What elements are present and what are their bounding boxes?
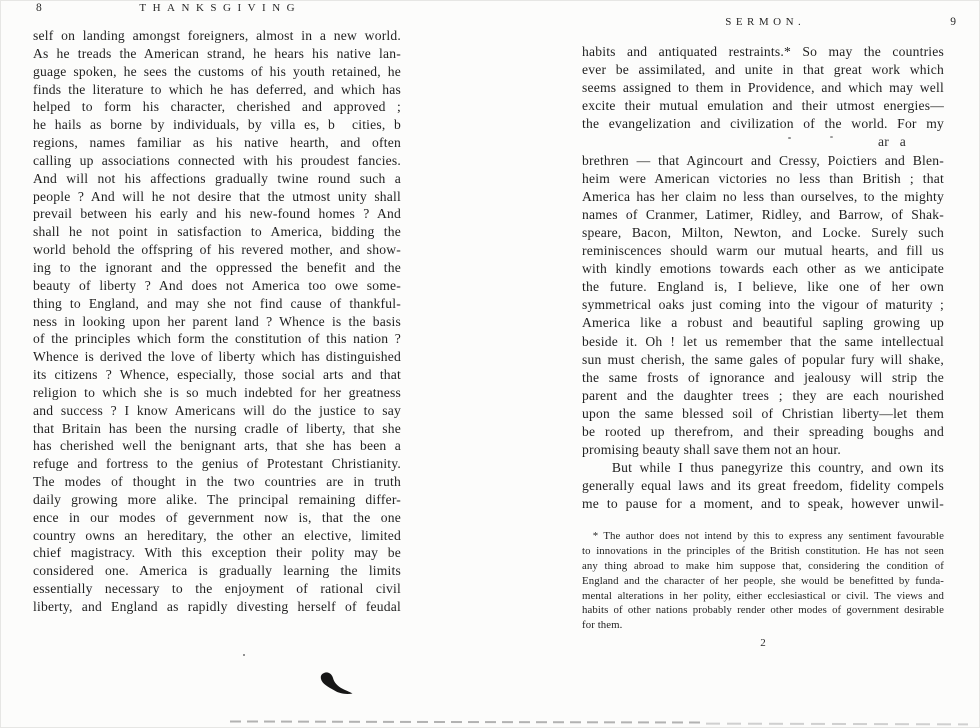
- text-line: mental alterations in her polity, either ecclesiastical or civil. The views and: [582, 589, 944, 602]
- text-line: the evangelization and civilization of the world. For my: [582, 116, 944, 132]
- text-line: ar a: [878, 134, 906, 150]
- text-line: world behold the offspring of his revered mother, and show-: [33, 242, 401, 258]
- left-page-body: [33, 27, 401, 616]
- text-line: guage spoken, he sees the customs of his youth retained, he: [33, 63, 401, 79]
- left-page-number: 8: [36, 2, 42, 14]
- footnote: [582, 529, 944, 633]
- text-line: calling up associations connected with his proudest fancies.: [33, 152, 401, 168]
- text-line: be rooted up therefrom, and their spreading boughs and: [582, 423, 944, 439]
- text-line: ence in our modes of gevernment now is, that the one: [33, 509, 401, 525]
- text-line: he hails as borne by individuals, by villa es, b cities, b: [33, 117, 401, 133]
- text-line: the future. England is, I believe, like one of her own: [582, 279, 944, 295]
- scan-edge-artifact: [230, 721, 704, 724]
- text-line: America has her claim no less than ourselves, to the mighty: [582, 188, 944, 204]
- text-line: speare, Bacon, Milton, Newton, and Locke. Surely such: [582, 224, 944, 240]
- text-line: names of Cranmer, Latimer, Ridley, and Barrow, of Shak-: [582, 206, 944, 222]
- text-line: helped to form his character, cherished and approved ;: [33, 99, 401, 115]
- text-line: beauty of liberty ? And does not America too owe some-: [33, 277, 401, 293]
- text-line: As he treads the American strand, he hears his native lan-: [33, 45, 401, 61]
- text-line: generally equal laws and its great freedom, fidelity compels: [582, 478, 944, 494]
- scan-speck: [243, 654, 245, 656]
- text-line: ever be assimilated, and unite in that great work which: [582, 62, 944, 78]
- text-line: * The author does not intend by this to express any sentiment favourable: [582, 530, 944, 543]
- text-line: essentially necessary to the enjoyment of rational civil: [33, 581, 401, 597]
- scan-edge-artifact: [706, 723, 968, 726]
- text-line: self on landing amongst foreigners, almost in a new world.: [33, 28, 401, 43]
- right-running-head: SERMON.: [725, 16, 806, 28]
- text-line: has cherished well the benignant arts, that she has been a: [33, 438, 401, 454]
- text-line: refuge and fortress to the genius of Protestant Christianity.: [33, 456, 401, 472]
- text-line: ing to the ignorant and the oppressed the benefit and the: [33, 259, 401, 275]
- text-line: upon the same blessed soil of Christian liberty—let them: [582, 405, 944, 421]
- text-line: Whence is derived the love of liberty which has distinguished: [33, 349, 401, 365]
- signature-mark: 2: [760, 637, 766, 650]
- right-page-header: [582, 16, 956, 29]
- scan-speck: [788, 137, 791, 139]
- text-line: thing to England, and may she not find cause of thankful-: [33, 295, 401, 311]
- text-line: to innovations in the principles of the British constitution. He has not seen: [582, 545, 944, 558]
- scan-speck: [830, 136, 833, 138]
- text-line: the same frosts of ignorance and jealousy will strip the: [582, 369, 944, 385]
- text-line: And will not his affections gradually twine round such a: [33, 170, 401, 186]
- text-line: prevail between his early and his new-found homes ? And: [33, 206, 401, 222]
- right-page-number: 9: [950, 16, 956, 28]
- text-line: finds the literature to which he has deferred, and which has: [33, 81, 401, 97]
- text-line: England and the character of her people, she would be benefitted by funda-: [582, 574, 944, 587]
- text-line: its citizens ? Whence, especially, those social arts and that: [33, 367, 401, 383]
- text-line: religion to which she is so much indebted for her greatness: [33, 384, 401, 400]
- text-line: me to pause for a moment, and to speak, however unwil-: [582, 496, 944, 512]
- text-line: sun must cherish, the same gales of popular fury will shake,: [582, 351, 944, 367]
- left-running-head: THANKSGIVING: [139, 2, 302, 14]
- text-line: promising beauty shall save them not an hour.: [582, 442, 841, 458]
- text-line: liberty, and England as rapidly divesting herself of feudal: [33, 599, 401, 614]
- text-line: The modes of thought in the two countries are in truth: [33, 474, 401, 490]
- text-line: reminiscences should warm our mutual hearts, and fill us: [582, 243, 944, 259]
- text-line: and success ? I know Americans will do the justice to say: [33, 402, 401, 418]
- text-line: regions, names familiar as his native hearth, and often: [33, 135, 401, 151]
- text-line: heim were American victories no less than British ; that: [582, 170, 944, 186]
- text-line: ness in looking upon her parent land ? Whence is the basis: [33, 313, 401, 329]
- text-line: excite their mutual emulation and their utmost energies—: [582, 98, 944, 114]
- text-line: that Britain has been the nursing cradle of liberty, that she: [33, 420, 401, 436]
- left-page: [33, 2, 401, 616]
- text-line: country owns an hereditary, the other an elective, limited: [33, 527, 401, 543]
- text-line: with kindly emotions towards each other as we anticipate: [582, 261, 944, 277]
- right-page: [582, 16, 956, 650]
- text-line: But while I thus panegyrize this country, and own its: [582, 460, 944, 476]
- text-line: symmetrical oaks just coming into the vigour of maturity ;: [582, 297, 944, 313]
- text-line: brethren — that Agincourt and Cressy, Poictiers and Blen-: [582, 152, 944, 168]
- text-line: chief magistracy. With this exception their polity may be: [33, 545, 401, 561]
- text-line: for them.: [582, 619, 623, 632]
- text-line: seems assigned to them in Providence, and which may well: [582, 80, 944, 96]
- text-line: daily growing more alike. The principal remaining differ-: [33, 491, 401, 507]
- text-line: any thing abroad to make him suppose that, considering the condition of: [582, 560, 944, 573]
- text-line: of the principles which form the constitution of this nation ?: [33, 331, 401, 347]
- right-page-body: [582, 43, 944, 513]
- text-line: beside it. Oh ! let us remember that the same intellectual: [582, 333, 944, 349]
- text-line: parent and the daughter trees ; they are each nourished: [582, 387, 944, 403]
- text-line: considered one. America is gradually learning the limits: [33, 563, 401, 579]
- left-page-header: [33, 2, 401, 15]
- text-line: shall he not point in satisfaction to America, bidding the: [33, 224, 401, 240]
- text-line: people ? And will he not desire that the utmost unity shall: [33, 188, 401, 204]
- ink-blot-mark: [319, 672, 353, 696]
- text-line: habits of other nations probably render other modes of government desirable: [582, 604, 944, 617]
- text-line: habits and antiquated restraints.* So may the countries: [582, 44, 944, 59]
- text-line: America like a robust and beautiful sapling growing up: [582, 315, 944, 331]
